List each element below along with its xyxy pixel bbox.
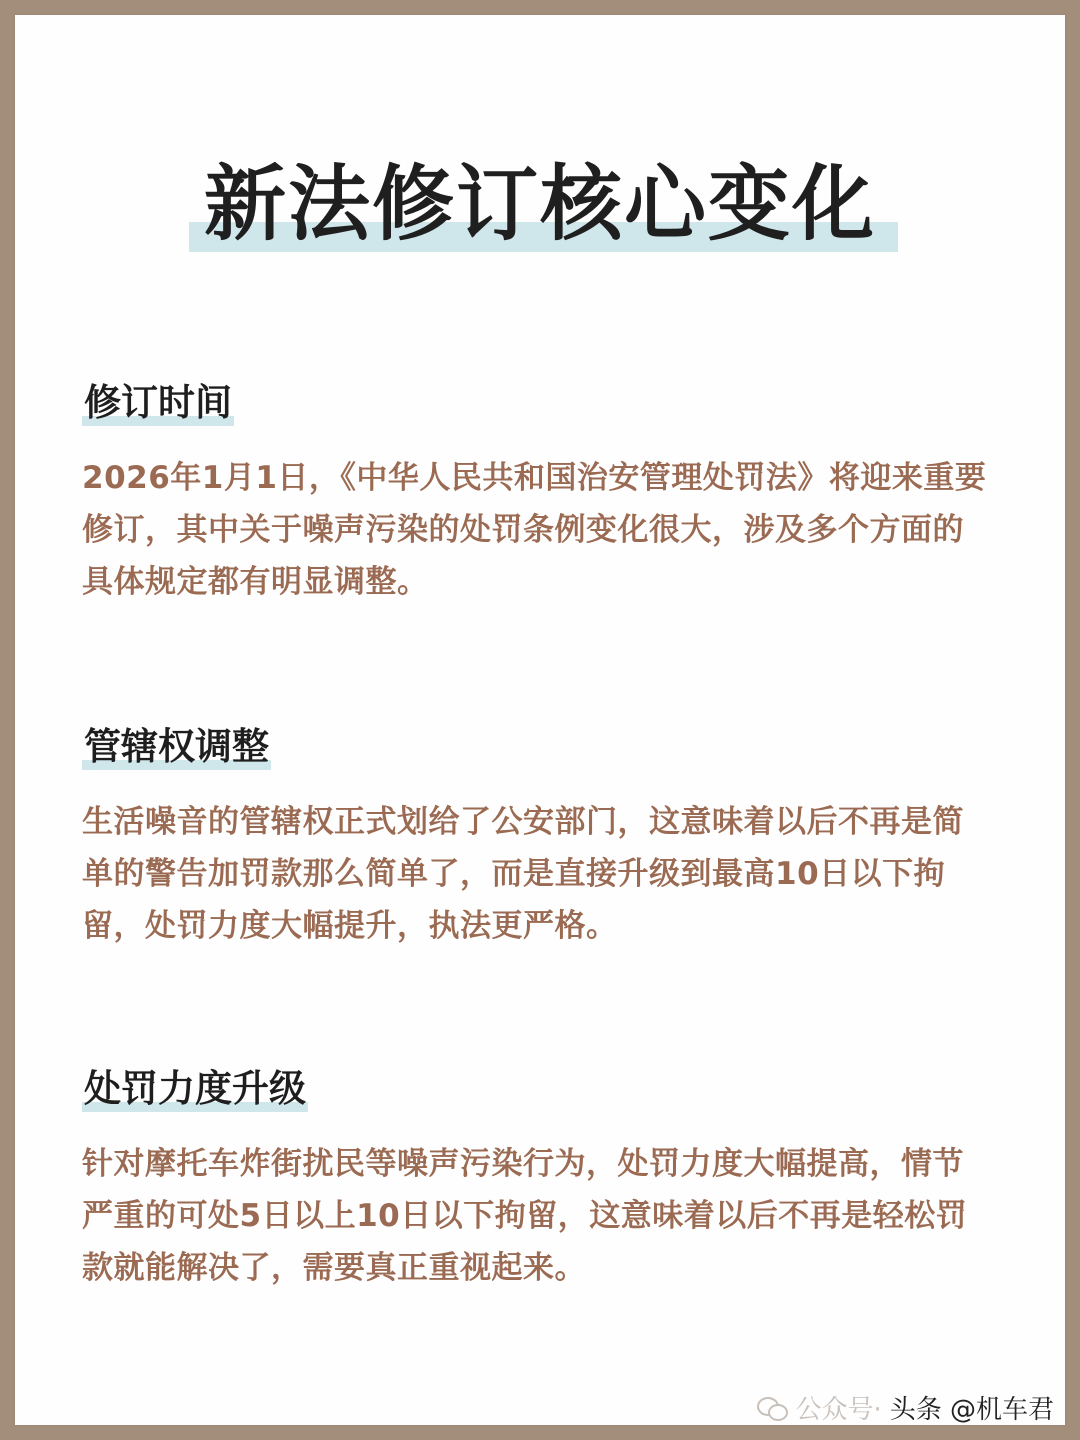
wechat-icon — [757, 1397, 787, 1419]
section-paragraph: 2026年1月1日，《中华人民共和国治安管理处罚法》将迎来重要修订，其中关于噪声污染的处罚条例变化很大，涉及多个方面的具体规定都有明显调整。 — [82, 460, 987, 600]
section-heading: 修订时间 — [82, 378, 234, 428]
section-revision-time — [82, 378, 992, 608]
page-title: 新法修订核心变化 — [194, 154, 886, 254]
section-heading: 管辖权调整 — [82, 722, 271, 772]
section-penalty-upgrade — [82, 1064, 992, 1294]
section-paragraph: 生活噪音的管辖权正式划给了公安部门，这意味着以后不再是简单的警告加罚款那么简单了，而是直接升级到最高10日以下拘留，处罚力度大幅提升，执法更严格。 — [82, 804, 964, 944]
section-paragraph: 针对摩托车炸街扰民等噪声污染行为，处罚力度大幅提高，情节严重的可处5日以上10日以下拘留，这意味着以后不再是轻松罚款就能解决了，需要真正重视起来。 — [82, 1146, 968, 1286]
watermark — [757, 1389, 1054, 1426]
section-jurisdiction — [82, 722, 992, 952]
watermark-faded-text: 公众号· — [795, 1395, 882, 1425]
section-heading: 处罚力度升级 — [82, 1064, 308, 1114]
title-wrap — [0, 154, 1080, 254]
watermark-text: 头条 @机车君 — [889, 1395, 1054, 1425]
